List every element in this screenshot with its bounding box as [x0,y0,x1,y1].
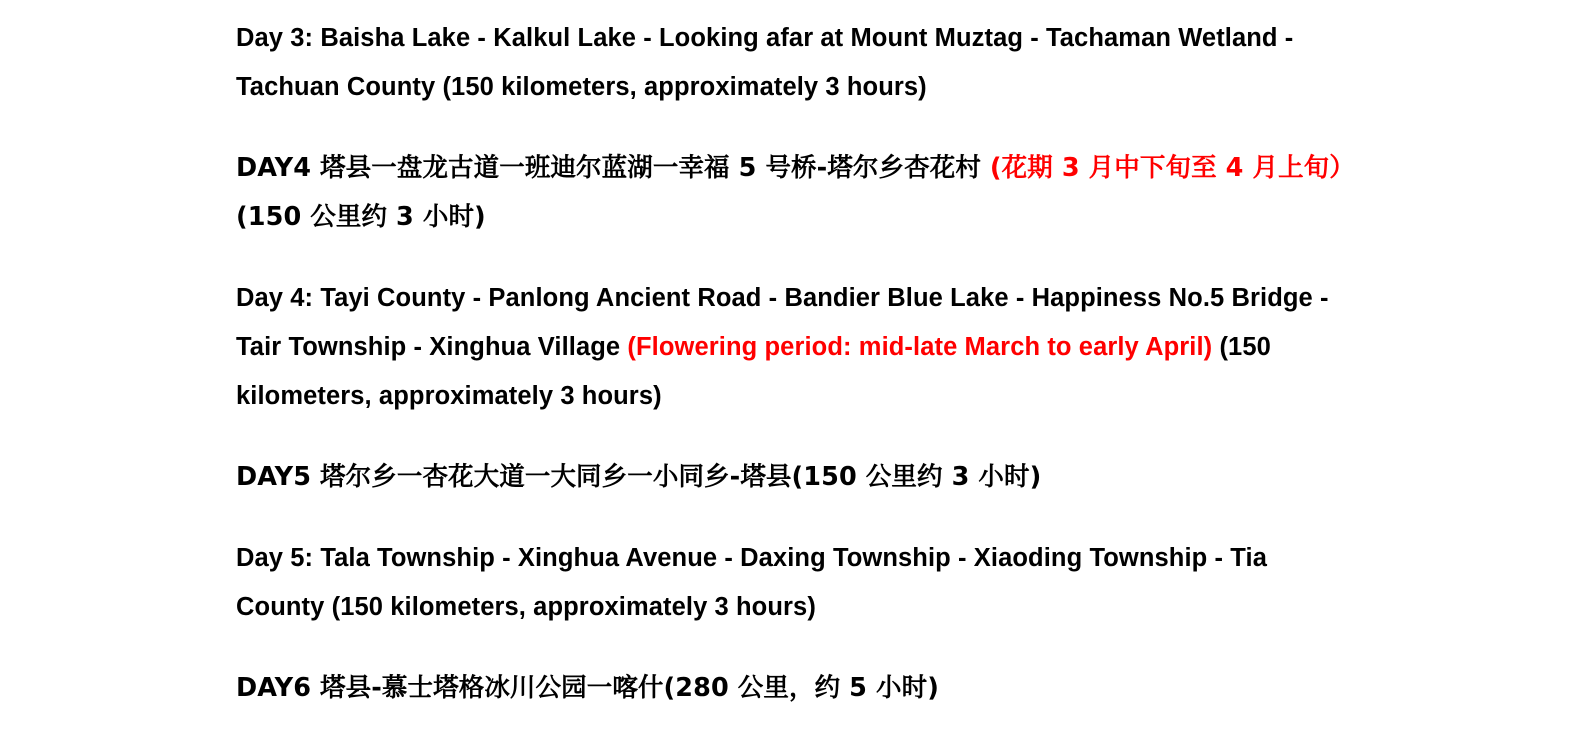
text-segment-highlight: (Flowering period: mid-late March to early April) [627,332,1213,361]
text-segment: Day 5: Tala Township - Xinghua Avenue - Daxing Township - Xiaoding Township - Tia County (150 kilometers, approximately 3 hours) [236,543,1267,621]
paragraph-gap [236,421,1356,453]
text-segment-highlight: (花期 3 月中下旬至 4 月上旬） [989,152,1355,183]
paragraph-gap [236,502,1356,534]
text-segment: Day 3: Baisha Lake - Kalkul Lake - Looking afar at Mount Muztag - Tachaman Wetland - Tachuan County (150 kilometers, approximately 3 hours) [236,24,1294,101]
paragraph-gap [236,242,1356,274]
paragraph-day4-zh [236,144,1356,242]
paragraph-gap [236,112,1356,144]
text-segment: DAY6 塔县-慕士塔格冰川公园一喀什(280 公里，约 5 小时) [236,672,939,703]
paragraph-day5-zh [236,453,1356,502]
paragraph-day6-zh [236,664,1356,713]
text-segment: Day 4: Tayi County - Panlong Ancient Road - Bandier Blue Lake - Happiness No.5 Bridge - Tair Township - Xinghua Village [236,283,1329,361]
paragraph-day5-en [236,534,1356,632]
paragraph-day4-en [236,274,1356,421]
paragraph-day3-en [236,14,1356,112]
text-segment: (150 kilometers, approximately 3 hours) [236,332,1271,410]
text-segment: (150 公里约 3 小时) [236,201,486,232]
document-body [236,14,1356,712]
paragraph-gap [236,632,1356,664]
text-segment: DAY4 塔县一盘龙古道一班迪尔蓝湖一幸福 5 号桥-塔尔乡杏花村 [236,152,990,183]
text-segment: DAY5 塔尔乡一杏花大道一大同乡一小同乡-塔县(150 公里约 3 小时) [236,461,1042,492]
